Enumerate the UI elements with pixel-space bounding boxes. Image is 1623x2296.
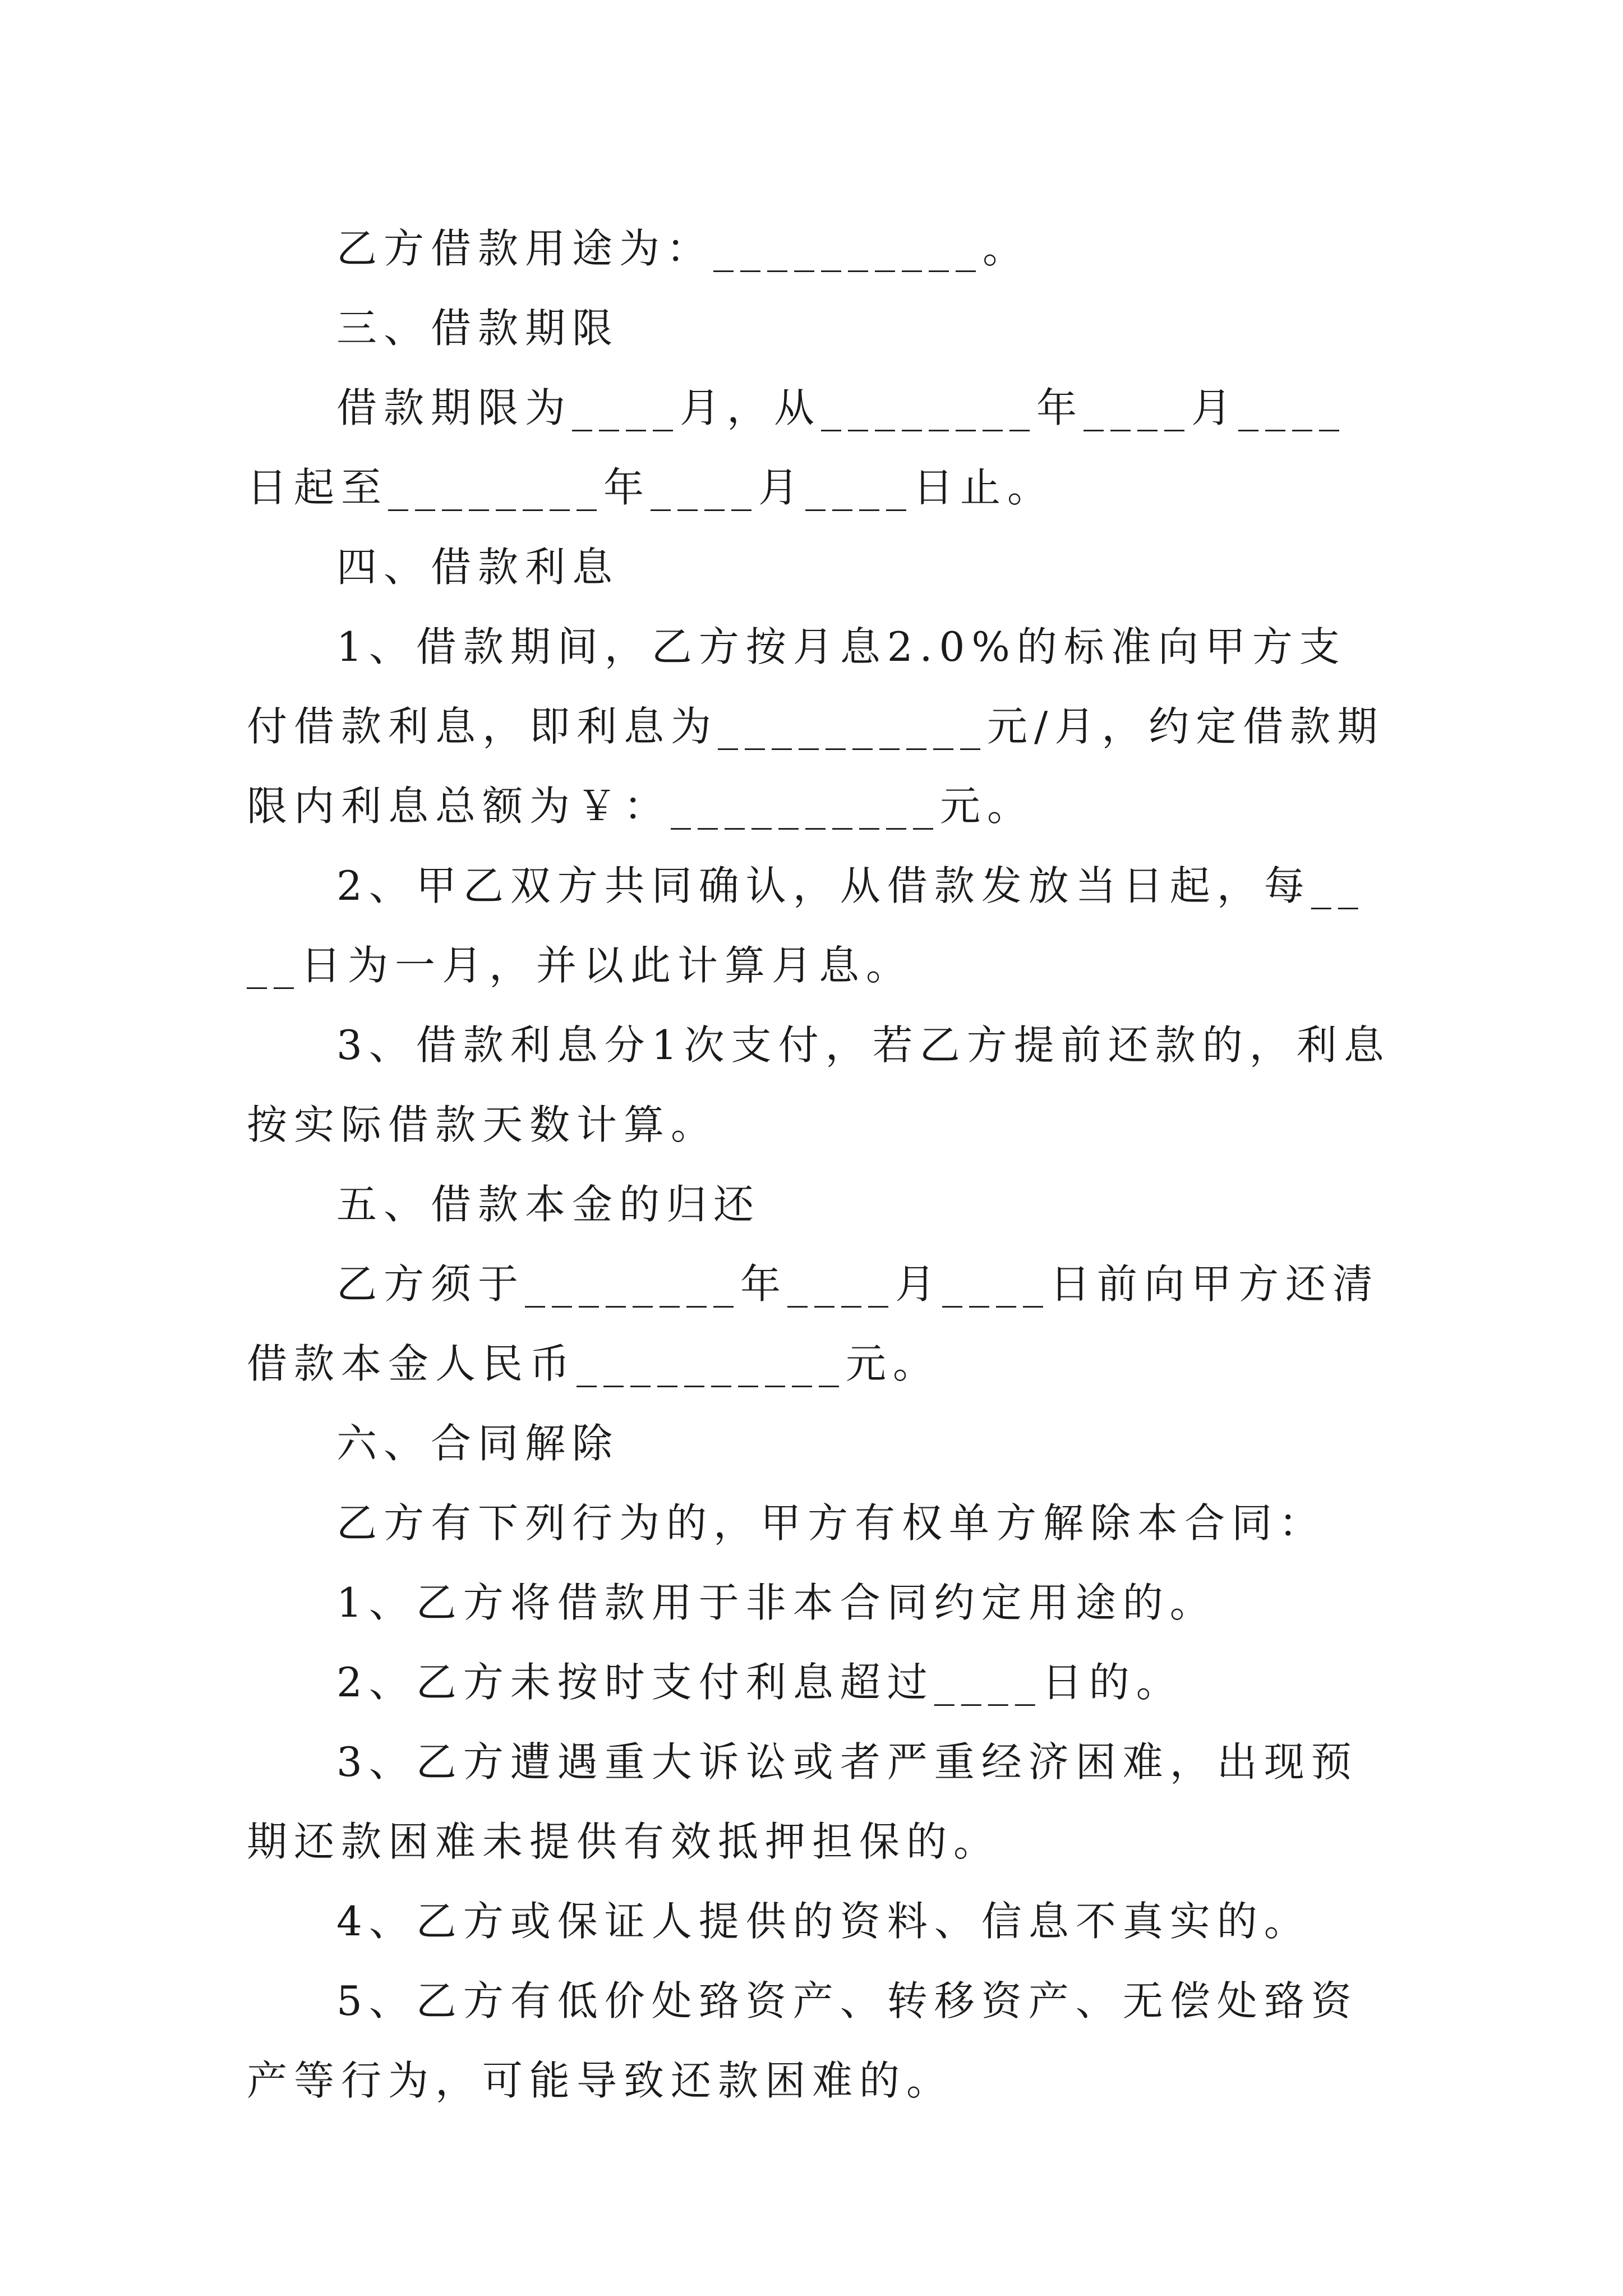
interest-clause-1: 1、借款期间，乙方按月息2.0%的标准向甲方支付借款利息，即利息为__________元/月，约定借款期限内利息总额为￥：__________元。	[247, 623, 1385, 830]
termination-item-5: 5、乙方有低价处臵资产、转移资产、无偿处臵资产等行为，可能导致还款困难的。	[247, 1977, 1358, 2104]
document-body	[247, 209, 1391, 2120]
interest-clause-3: 3、借款利息分1次支付，若乙方提前还款的，利息按实际借款天数计算。	[247, 1022, 1391, 1148]
termination-item-1: 1、乙方将借款用于非本合同约定用途的。	[336, 1579, 1217, 1626]
repayment-clause: 乙方须于________年____月____日前向甲方还清借款本金人民币__________元。	[247, 1260, 1380, 1387]
termination-intro: 乙方有下列行为的，甲方有权单方解除本合同：	[336, 1499, 1326, 1547]
term-clause: 借款期限为____月，从________年____月____日起至________年____月____日止。	[247, 384, 1347, 511]
termination-item-2: 2、乙方未按时支付利息超过____日的。	[336, 1659, 1183, 1706]
purpose-line: 乙方借款用途为：__________。	[336, 225, 1030, 272]
termination-item-4: 4、乙方或保证人提供的资料、信息不真实的。	[336, 1898, 1311, 1945]
section-heading-interest: 四、借款利息	[336, 544, 620, 591]
termination-item-3: 3、乙方遭遇重大诉讼或者严重经济困难，出现预期还款困难未提供有效抵押担保的。	[247, 1738, 1358, 1865]
section-heading-repayment: 五、借款本金的归还	[336, 1181, 761, 1228]
section-heading-term: 三、借款期限	[336, 305, 620, 352]
section-heading-termination: 六、合同解除	[336, 1420, 620, 1467]
interest-clause-2: 2、甲乙双方共同确认，从借款发放当日起，每____日为一月，并以此计算月息。	[247, 862, 1365, 989]
